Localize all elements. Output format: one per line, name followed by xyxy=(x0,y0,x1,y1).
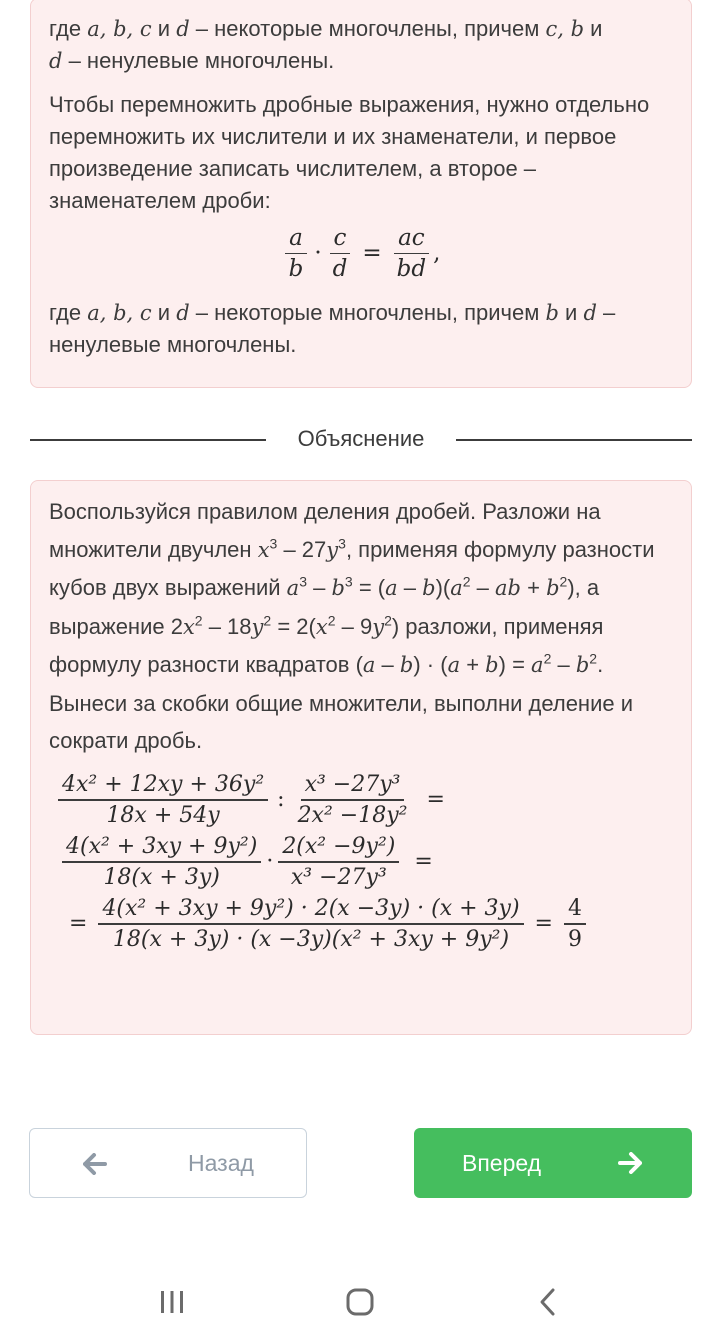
formula-fraction-c-d: $\frac{c}{d}$ xyxy=(329,225,352,282)
back-nav-icon[interactable] xyxy=(538,1287,558,1317)
explanation-text: Воспользуйся правилом деления дробей. Разложи на множители двучлен $x^3 - 27y^3$, применяя формулу разности кубов двух выражений $a^3 - b^3 = (a - b)(a^2$ – ab + $b^2$), а выражение $2x^2 - 18y^2 = 2(x^2 - 9y^2)$ разложи, применяя формулу разности квадратов $(a - b) \cdot (a + b) = a^2 - b^2$. Вынеси за скобки общие множители, выполни деление и сократи дробь. xyxy=(49,499,655,753)
home-icon[interactable] xyxy=(345,1287,375,1317)
row1-fraction-1: $\frac{\text{4x² + 12xy + 36y²}}{18x + 54y}$ xyxy=(58,772,268,828)
theory-card xyxy=(30,0,692,388)
row2-fraction-2: $\frac{\text{2(x² −9y²)}}{\text{x³ −27y³}}$ xyxy=(278,834,399,890)
arrow-left-icon xyxy=(83,1153,107,1175)
final-answer-fraction: $\frac{4}{9}$ xyxy=(564,896,586,952)
explanation-divider xyxy=(30,426,692,454)
back-button[interactable] xyxy=(29,1128,307,1198)
system-navigation-bar xyxy=(0,1270,720,1338)
next-button[interactable] xyxy=(414,1128,692,1198)
divider-line-right xyxy=(456,439,692,441)
back-button-label: Назад xyxy=(188,1149,254,1176)
multiplication-formula: $\frac{a}{b}$ · $\frac{c}{d}$ = $\frac{ac}{bd}$ , xyxy=(49,217,673,289)
formula-fraction-result: $\frac{ac}{bd}$ xyxy=(393,225,430,282)
explanation-card xyxy=(30,480,692,1035)
row3-fraction-main: $\frac{\text{4(x² + 3xy + 9y²) · 2(x −3y) · (x + 3y)}}{\text{18(x + 3y) · (x −3y)(x² + 3xy + 9y²)}}$ xyxy=(98,896,523,952)
formula-fraction-a-b: $\frac{a}{b}$ xyxy=(285,225,308,282)
divider-label: Объяснение xyxy=(297,426,425,451)
solution-row-3: = $\frac{\text{4(x² + 3xy + 9y²) · 2(x −3y) · (x + 3y)}}{\text{18(x + 3y) · (x −3y)(x² + 3xy + 9y²)}}$ = $\frac{4}{9}$ xyxy=(69,896,673,952)
solution-row-1: $\frac{\text{4x² + 12xy + 36y²}}{18x + 54y}$ : $\frac{\text{x³ −27y³}}{\text{2x² −18y²}}$ = xyxy=(55,772,673,828)
row2-fraction-1: $\frac{\text{4(x² + 3xy + 9y²)}}{18(x + 3y)}$ xyxy=(62,834,261,890)
arrow-right-icon xyxy=(618,1152,642,1174)
recent-apps-icon[interactable] xyxy=(157,1288,187,1316)
theory-paragraph-3: где a, b, c и d – некоторые многочлены, причем b и d – ненулевые многочлены. xyxy=(49,300,616,357)
theory-paragraph-2: Чтобы перемножить дробные выражения, нужно отдельно перемножить их числители и их знаменатели, и первое произведение записать числителем, а второе – знаменателем дроби: xyxy=(49,92,650,213)
next-button-label: Вперед xyxy=(462,1149,542,1176)
row1-fraction-2: $\frac{\text{x³ −27y³}}{\text{2x² −18y²}}$ xyxy=(297,771,408,828)
solution-row-2: $\frac{\text{4(x² + 3xy + 9y²)}}{18(x + 3y)}$ · $\frac{\text{2(x² −9y²)}}{\text{x³ −27y³}}$ = xyxy=(59,834,673,890)
theory-paragraph-1: где a, b, c и d – некоторые многочлены, причем c, b и d – ненулевые многочлены. xyxy=(49,16,603,73)
